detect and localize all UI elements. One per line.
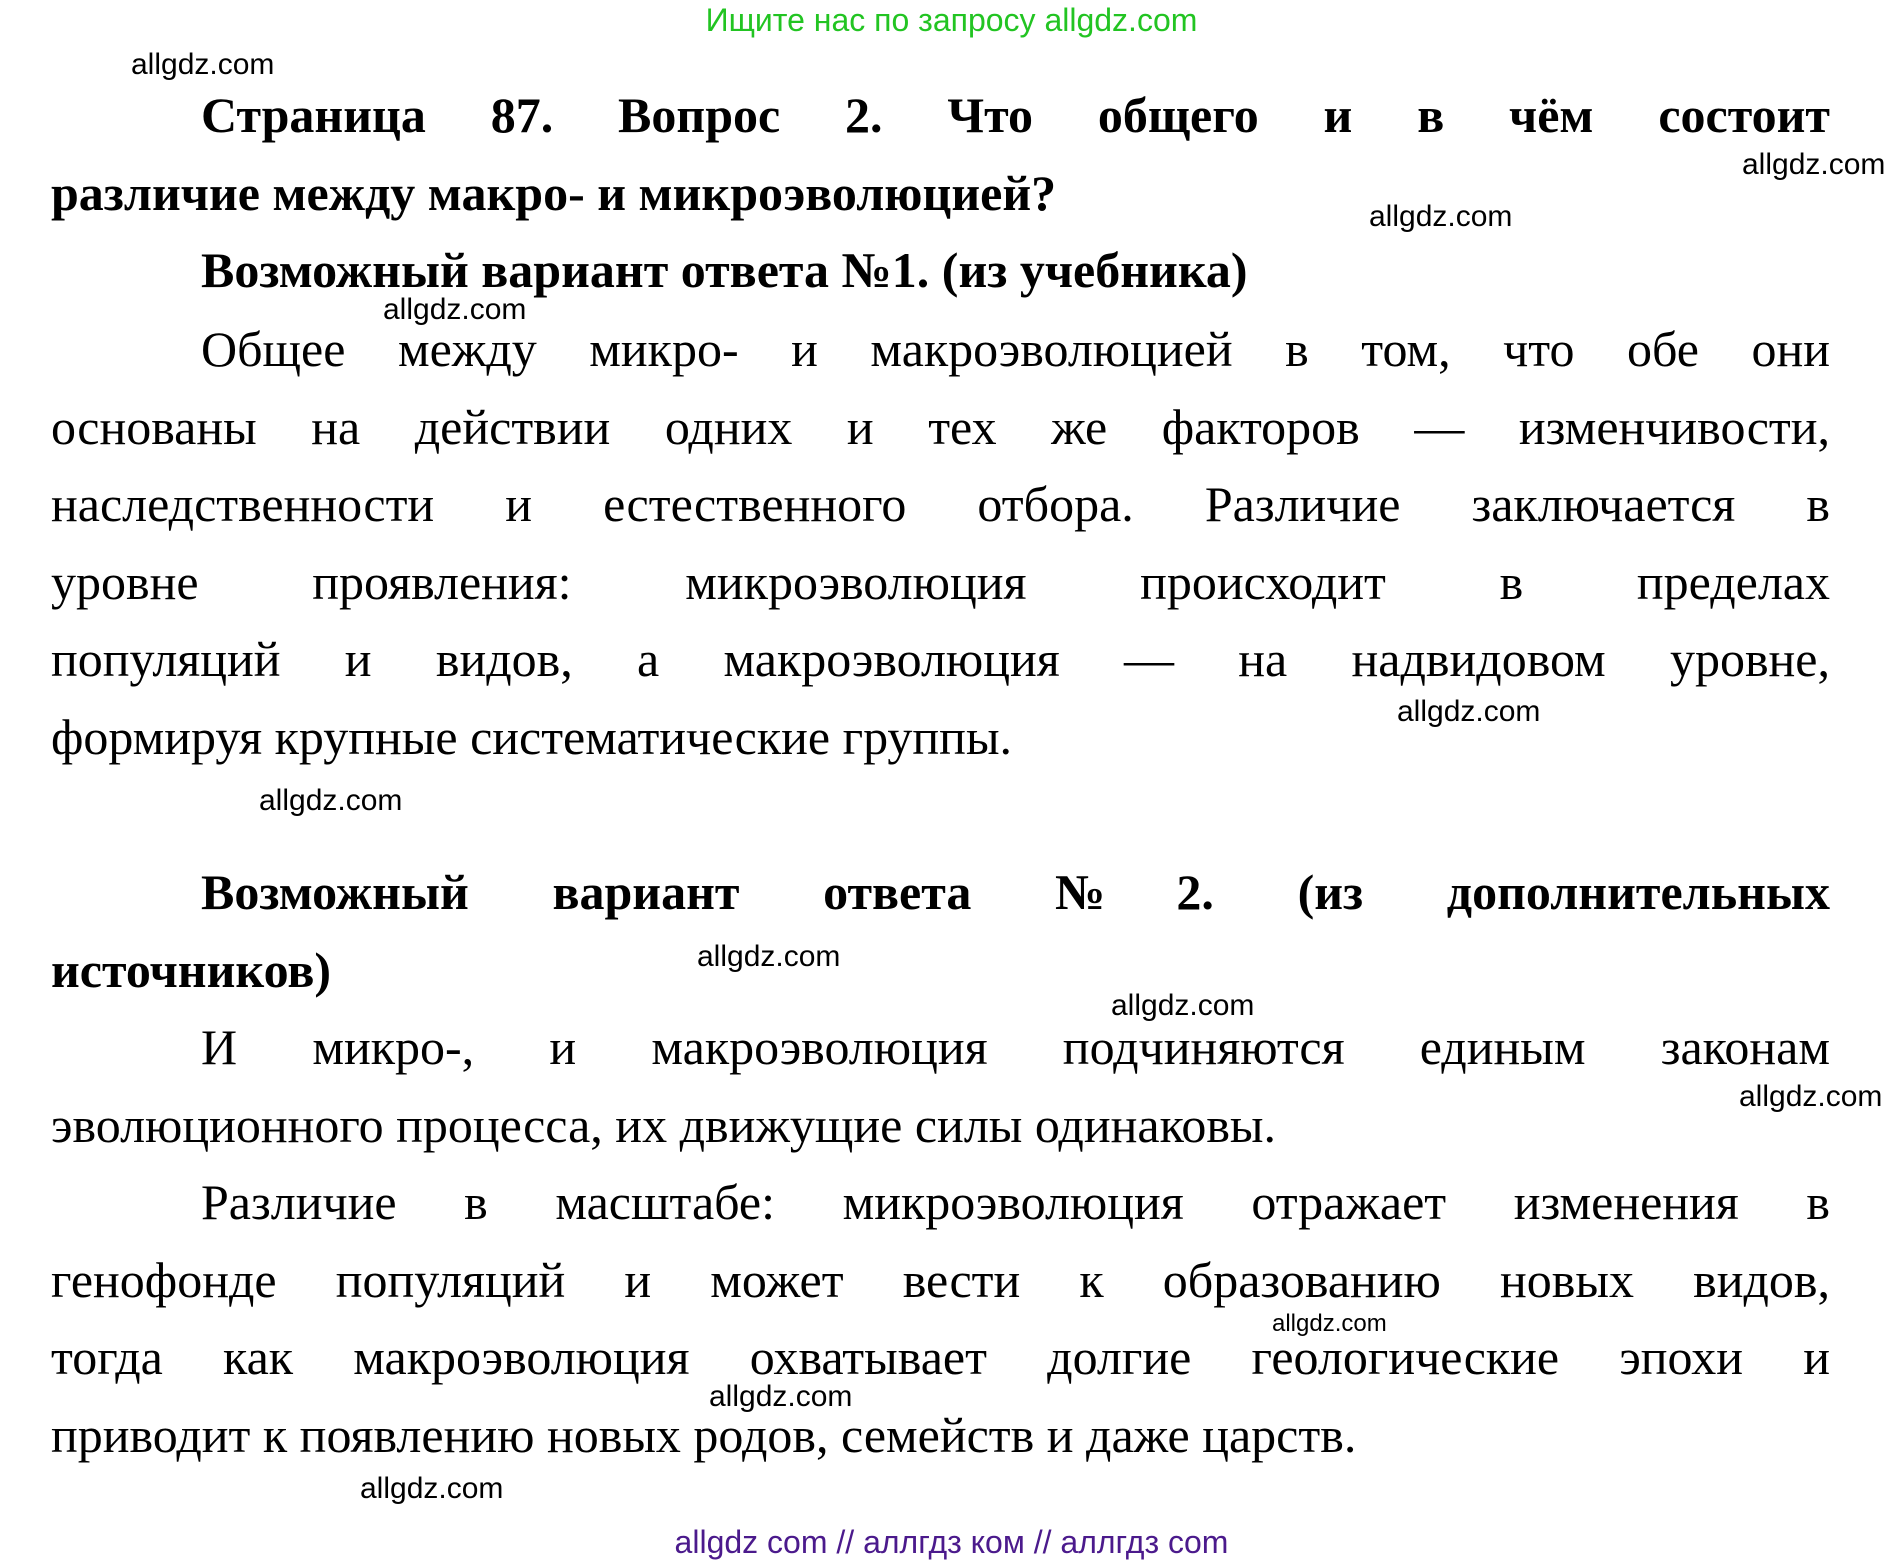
- answer2-heading: [51, 854, 1830, 1009]
- paragraph-line: приводит к появлению новых родов, семейств и даже царств.: [51, 1406, 1357, 1463]
- paragraph-line: И микро-, и макроэволюция подчиняются единым законам: [201, 1019, 1830, 1075]
- watermark: allgdz.com: [360, 1472, 504, 1505]
- heading-line: Возможный вариант ответа №2. (из дополнительных: [201, 864, 1830, 920]
- paragraph-line: тогда как макроэволюция охватывает долгие геологические эпохи и: [51, 1329, 1830, 1385]
- top-banner: Ищите нас по запросу allgdz.com: [705, 2, 1198, 38]
- paragraph-line: Общее между микро- и макроэволюцией в том, что обе они: [201, 321, 1830, 377]
- watermark: allgdz.com: [1111, 989, 1255, 1022]
- question-line: Страница 87. Вопрос 2. Что общего и в чём состоит: [201, 87, 1830, 143]
- watermark: allgdz.com: [383, 293, 527, 326]
- bottom-banner: allgdz com // аллгдз ком // аллгдз com: [674, 1524, 1229, 1560]
- answer1-heading-block: [51, 232, 1830, 310]
- watermark: allgdz.com: [1742, 148, 1886, 181]
- paragraph-line: уровне проявления: микроэволюция происходит в пределах: [51, 553, 1830, 610]
- answer1-heading: Возможный вариант ответа №1. (из учебника): [201, 242, 1248, 298]
- paragraph-line: формируя крупные систематические группы.: [51, 708, 1013, 765]
- paragraph-line: основаны на действии одних и тех же факторов — изменчивости,: [51, 398, 1830, 455]
- answer1-paragraph: [51, 311, 1830, 776]
- answer2-paragraph-2: [51, 1164, 1830, 1474]
- question-line: различие между макро- и микроэволюцией?: [51, 164, 1057, 221]
- question-heading: [51, 77, 1830, 232]
- watermark: allgdz.com: [259, 784, 403, 817]
- paragraph-line: наследственности и естественного отбора. Различие заключается в: [51, 476, 1830, 532]
- watermark: allgdz.com: [1272, 1310, 1387, 1337]
- answer2-paragraph-1: [51, 1009, 1830, 1164]
- watermark: allgdz.com: [131, 48, 275, 81]
- heading-line: источников): [51, 941, 331, 998]
- watermark: allgdz.com: [1739, 1080, 1883, 1113]
- watermark: allgdz.com: [697, 940, 841, 973]
- paragraph-line: популяций и видов, а макроэволюция — на надвидовом уровне,: [51, 631, 1830, 687]
- watermark: allgdz.com: [1369, 200, 1513, 233]
- watermark: allgdz.com: [709, 1380, 853, 1413]
- paragraph-line: генофонде популяций и может вести к образованию новых видов,: [51, 1251, 1830, 1308]
- paragraph-line: Различие в масштабе: микроэволюция отражает изменения в: [201, 1174, 1830, 1230]
- paragraph-line: эволюционного процесса, их движущие силы одинаковы.: [51, 1096, 1277, 1153]
- watermark: allgdz.com: [1397, 695, 1541, 728]
